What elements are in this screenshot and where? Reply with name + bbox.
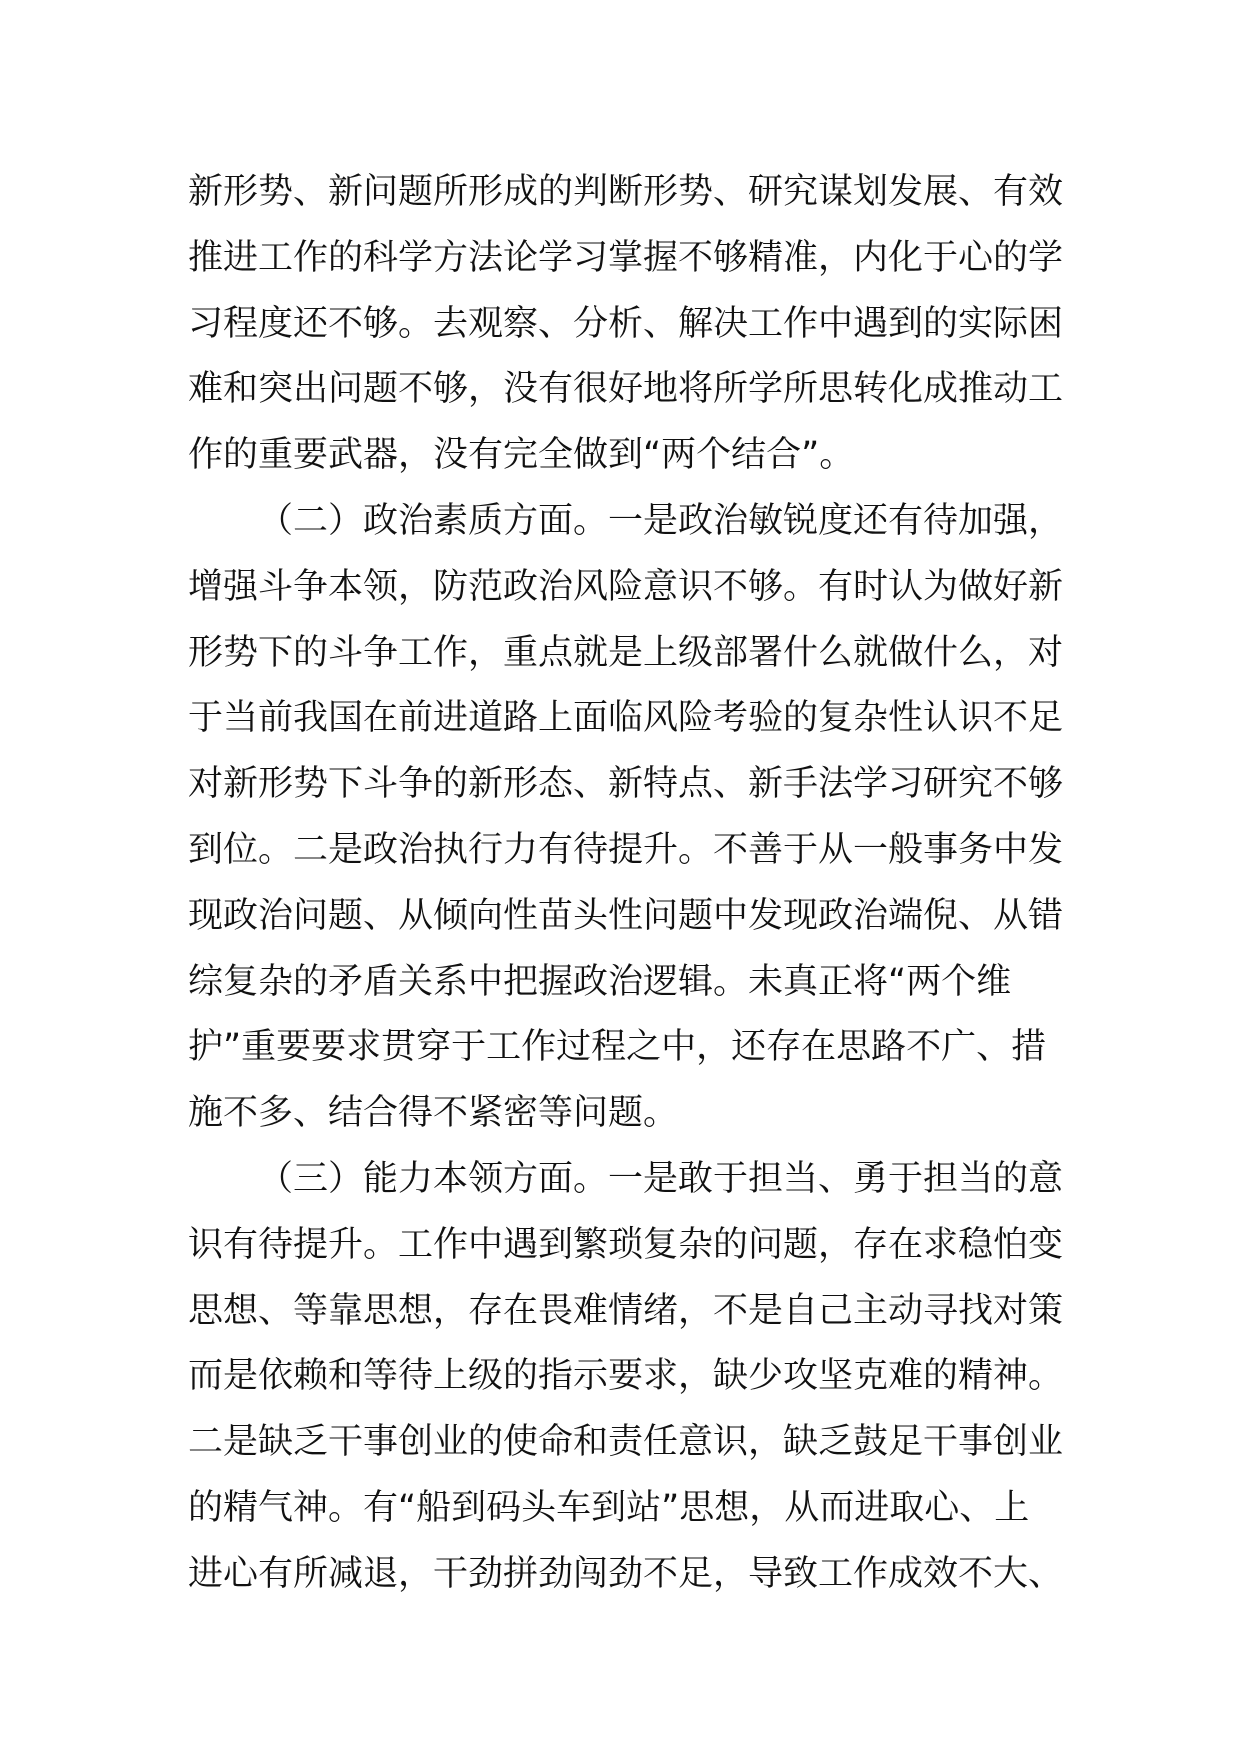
text-line: 二是缺乏干事创业的使命和责任意识，缺乏鼓足干事创业 (188, 1422, 1064, 1463)
text-line: 到位。二是政治执行力有待提升。不善于从一般事务中发 (188, 829, 1064, 870)
text-line: 于当前我国在前进道路上面临风险考验的复杂性认识不足 (188, 698, 1064, 739)
text-line: 护”重要要求贯穿于工作过程之中，还存在思路不广、措 (188, 1027, 1047, 1068)
text-line: 而是依赖和等待上级的指示要求，缺少攻坚克难的精神。 (188, 1356, 1064, 1397)
text-line: 综复杂的矛盾关系中把握政治逻辑。未真正将“两个维 (188, 961, 1012, 1002)
section-heading-line: （三）能力本领方面。一是敢于担当、勇于担当的意 (258, 1158, 1064, 1199)
text-line: 对新形势下斗争的新形态、新特点、新手法学习研究不够 (188, 764, 1064, 805)
body-text (188, 160, 1064, 1608)
text-line: 的精气神。有“船到码头车到站”思想，从而进取心、上 (188, 1487, 1030, 1528)
text-line: 新形势、新问题所形成的判断形势、研究谋划发展、有效 (188, 172, 1064, 212)
text-line: 施不多、结合得不紧密等问题。 (188, 1093, 679, 1134)
text-line: 难和突出问题不够，没有很好地将所学所思转化成推动工 (188, 369, 1064, 410)
text-line: 推进工作的科学方法论学习掌握不够精准，内化于心的学 (188, 237, 1064, 278)
text-line: 进心有所减退，干劲拼劲闯劲不足，导致工作成效不大、 (188, 1553, 1064, 1594)
section-heading-line: （二）政治素质方面。一是政治敏锐度还有待加强， (258, 500, 1064, 541)
text-line: 习程度还不够。去观察、分析、解决工作中遇到的实际困 (188, 303, 1064, 344)
text-line: 识有待提升。工作中遇到繁琐复杂的问题，存在求稳怕变 (188, 1224, 1064, 1265)
text-line: 增强斗争本领，防范政治风险意识不够。有时认为做好新 (188, 566, 1064, 607)
text-line: 作的重要武器，没有完全做到“两个结合”。 (188, 435, 855, 476)
text-line: 形势下的斗争工作，重点就是上级部署什么就做什么，对 (188, 632, 1064, 673)
text-line: 思想、等靠思想，存在畏难情绪，不是自己主动寻找对策 (188, 1290, 1064, 1331)
text-line: 现政治问题、从倾向性苗头性问题中发现政治端倪、从错 (188, 895, 1064, 936)
